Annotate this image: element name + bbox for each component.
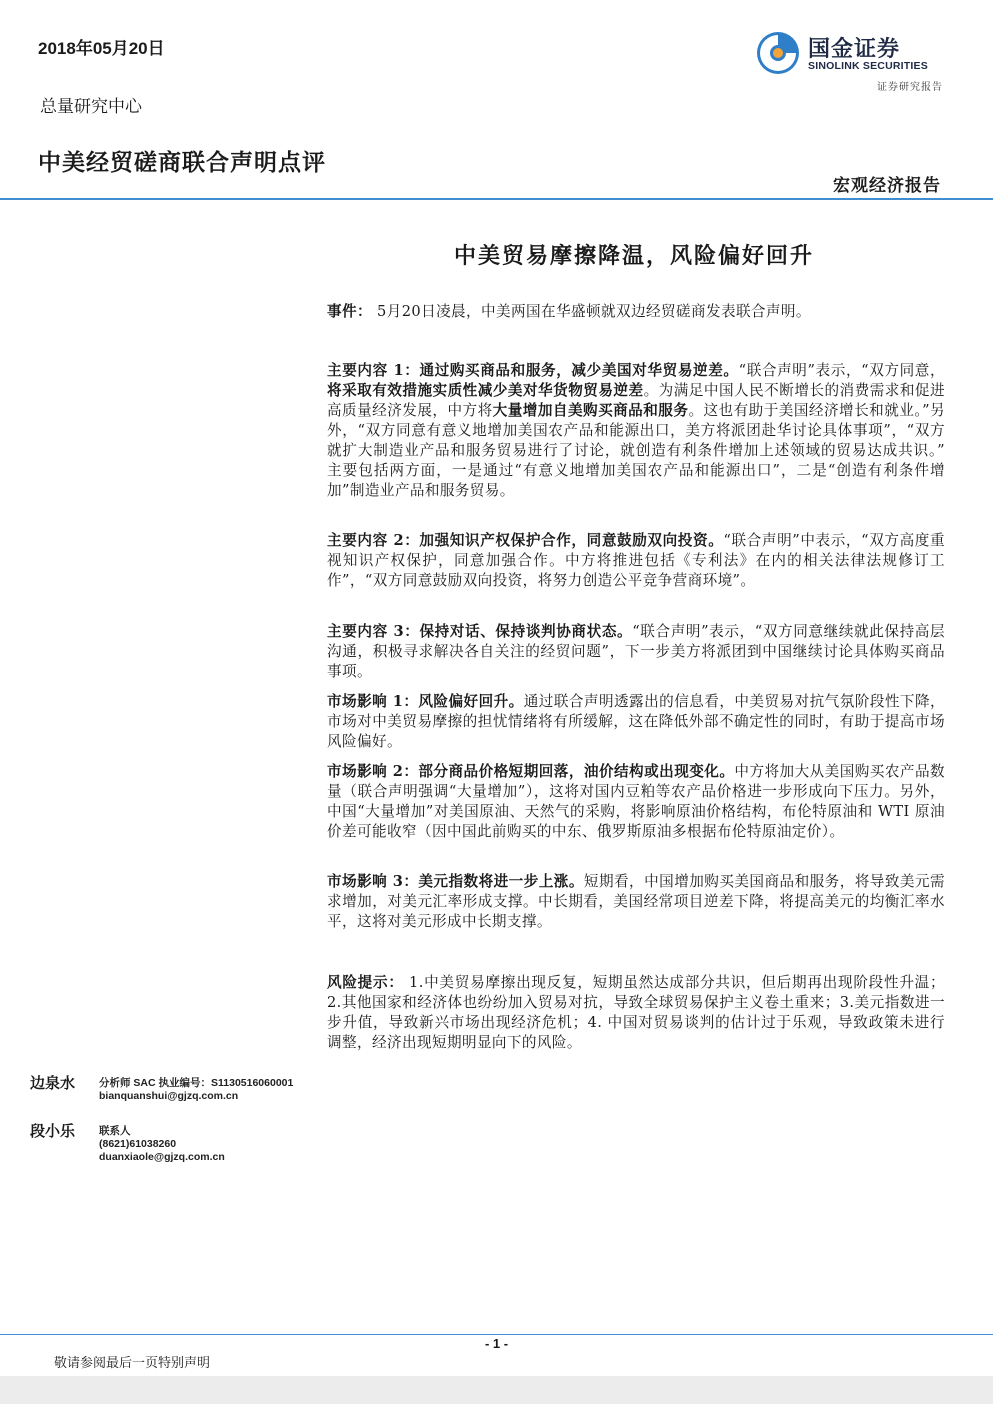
footer-band [0, 1376, 993, 1404]
page-number: - 1 - [484, 1336, 509, 1351]
disclaimer-note: 敬请参阅最后一页特别声明 [54, 1356, 211, 1371]
market-impact-3-label: 市场影响 3：美元指数将进一步上涨。 [327, 873, 584, 890]
header-divider [0, 198, 993, 200]
main-content-1-text-b: 。为满足中国人民不断增长的消费需求和促进高质量经济发展，中方将 [327, 382, 945, 419]
report-type: 宏观经济报告 [833, 176, 941, 196]
event-text: 5月20日凌晨，中美两国在华盛顿就双边经贸磋商发表联合声明。 [371, 303, 811, 320]
research-center: 总量研究中心 [40, 97, 142, 117]
main-content-1-text-a: “联合声明”表示，“双方同意， [738, 362, 946, 379]
market-impact-2-paragraph [327, 762, 945, 842]
main-content-1-bold-a: 将采取有效措施实质性减少美对华货物贸易逆差 [327, 382, 644, 399]
headline: 中美贸易摩擦降温，风险偏好回升 [453, 243, 814, 269]
main-content-3-label: 主要内容 3：保持对话、保持谈判协商状态。 [327, 623, 633, 640]
analyst-email[interactable]: bianquanshui@gjzq.com.cn [99, 1090, 239, 1102]
event-paragraph [327, 302, 945, 322]
main-content-1-paragraph [327, 361, 945, 501]
market-impact-3-text: 短期看，中国增加购买美国商品和服务，将导致美元需求增加，对美元汇率形成支撑。中长期看，美国经常项目逆差下降，将提高美元的均衡汇率水平，这将对美元形成中长期支撑。 [327, 873, 945, 930]
report-title: 中美经贸磋商联合声明点评 [38, 149, 326, 176]
main-content-3-paragraph [327, 622, 945, 682]
contact-name: 段小乐 [30, 1122, 76, 1140]
logo-subtitle: 证券研究报告 [877, 82, 943, 93]
main-content-1-label: 主要内容 1：通过购买商品和服务，减少美国对华贸易逆差。 [327, 362, 739, 379]
market-impact-2-label: 市场影响 2：部分商品价格短期回落，油价结构或出现变化。 [327, 763, 735, 780]
sinolink-logo-icon [756, 31, 800, 75]
logo-chinese-name: 国金证券 [808, 36, 901, 61]
company-logo [756, 31, 946, 79]
analyst-cert: 分析师 SAC 执业编号：S1130516060001 [99, 1077, 294, 1089]
risk-warning-label: 风险提示： [327, 974, 404, 991]
risk-warning-text: 1.中美贸易摩擦出现反复，短期虽然达成部分共识，但后期再出现阶段性升温；2.其他国家和经济体也纷纷加入贸易对抗，导致全球贸易保护主义卷土重来；3.美元指数进一步升值，导致新兴市场出现经济危机；4. 中国对贸易谈判的估计过于乐观，导致政策未进行调整，经济出现短期明显向下的风险。 [327, 974, 945, 1051]
market-impact-1-paragraph [327, 692, 945, 752]
contact-phone: (8621)61038260 [99, 1138, 177, 1150]
contact-role: 联系人 [99, 1125, 131, 1137]
logo-english-name: SINOLINK SECURITIES [808, 60, 928, 72]
report-date: 2018年05月20日 [38, 39, 165, 58]
analyst-info [99, 1077, 293, 1103]
main-content-2-label: 主要内容 2：加强知识产权保护合作，同意鼓励双向投资。 [327, 532, 724, 549]
market-impact-2-text: 中方将加大从美国购买农产品数量（联合声明强调“大量增加”），这将对国内豆粕等农产品价格进一步形成向下压力。另外，中国“大量增加”对美国原油、天然气的采购，将影响原油价格结构，布伦特原油和 WTI 原油价差可能收窄（因中国此前购买的中东、俄罗斯原油多根据布伦特原油定价）。 [327, 763, 946, 840]
analyst-name: 边泉水 [30, 1074, 76, 1092]
main-content-2-paragraph [327, 531, 945, 591]
market-impact-1-label: 市场影响 1：风险偏好回升。 [327, 693, 524, 710]
main-content-3-text: “联合声明”表示，“双方同意继续就此保持高层沟通，积极寻求解决各自关注的经贸问题”，下一步美方将派团到中国继续讨论具体购买商品事项。 [327, 623, 946, 680]
market-impact-3-paragraph [327, 872, 945, 932]
main-content-2-text: “联合声明”中表示，“双方高度重视知识产权保护，同意加强合作。中方将推进包括《专利法》在内的相关法律法规修订工作”，“双方同意鼓励双向投资，将努力创造公平竞争营商环境”。 [327, 532, 945, 589]
main-content-1-bold-b: 大量增加自美购买商品和服务 [492, 402, 689, 419]
market-impact-1-text: 通过联合声明透露出的信息看，中美贸易对抗气氛阶段性下降，市场对中美贸易摩擦的担忧情绪将有所缓解，这在降低外部不确定性的同时，有助于提高市场风险偏好。 [327, 693, 945, 750]
risk-warning-paragraph [327, 973, 945, 1053]
contact-email[interactable]: duanxiaole@gjzq.com.cn [99, 1151, 225, 1163]
contact-info [99, 1125, 225, 1164]
footer-divider [0, 1334, 993, 1335]
event-label: 事件： [327, 303, 372, 320]
main-content-1-text-c: 。这也有助于美国经济增长和就业。”另外，“双方同意有意义地增加美国农产品和能源出口，美方将派团赴华讨论具体事项”，“双方就扩大制造业产品和服务贸易进行了讨论，就创造有利条件增加上述领域的贸易达成共识。” 主要包括两方面，一是通过“有意义地增加美国农产品和能源出口”，二是“创造有利条件增加”制造业产品和服务贸易。 [327, 402, 946, 499]
